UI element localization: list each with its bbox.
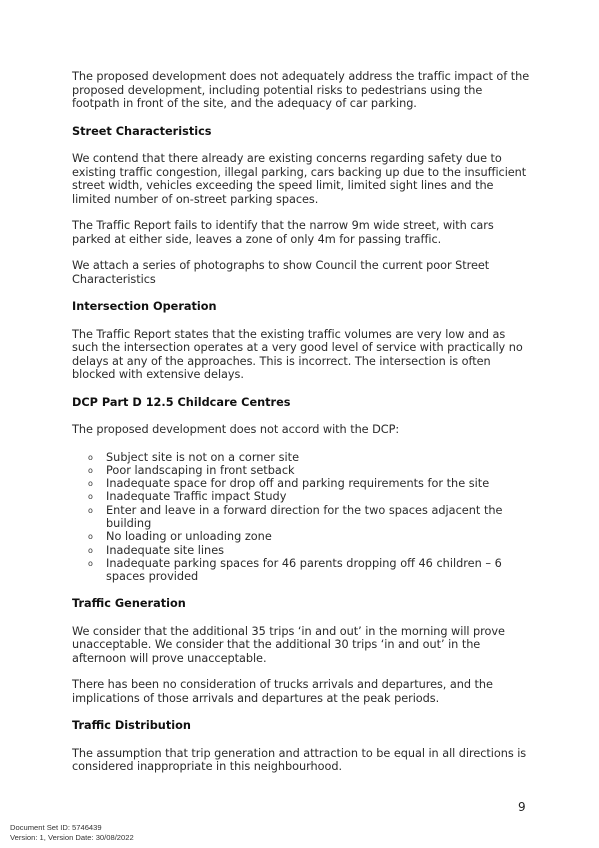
list-item: o No loading or unloading zone bbox=[88, 530, 530, 543]
list-item: o Inadequate space for drop off and parking requirements for the site bbox=[88, 477, 530, 490]
dcp-heading: DCP Part D 12.5 Childcare Centres bbox=[72, 395, 291, 409]
street-paragraph-2: The Traffic Report fails to identify that the narrow 9m wide street, with cars parked at either side, leaves a zone of only 4m for passing traffic. bbox=[72, 219, 494, 246]
street-paragraph-1: We contend that there already are existing concerns regarding safety due to existing traffic congestion, illegal parking, cars backing up due to the insufficient street width, vehicles exceeding the speed limit, limited sight lines and the limited number of on-street parking spaces. bbox=[72, 152, 527, 206]
dcp-bullet-list bbox=[72, 451, 530, 584]
generation-paragraph-1: We consider that the additional 35 trips ‘in and out’ in the morning will prove unacceptable. We consider that the additional 30 trips ‘in and out’ in the afternoon will prove unacceptable. bbox=[72, 624, 505, 665]
intersection-operation-heading: Intersection Operation bbox=[72, 300, 217, 313]
distribution-paragraph: The assumption that trip generation and attraction to be equal in all directions is considered inappropriate in this neighbourhood. bbox=[72, 746, 527, 774]
list-item: o Inadequate parking spaces for 46 parents dropping off 46 children – 6 spaces provided bbox=[88, 557, 530, 584]
traffic-generation-heading: Traffic Generation bbox=[72, 597, 186, 611]
document-footer bbox=[10, 823, 134, 843]
traffic-distribution-heading: Traffic Distribution bbox=[72, 719, 191, 733]
page-content bbox=[72, 70, 530, 774]
generation-paragraph-2: There has been no consideration of trucks arrivals and departures, and the implications of those arrivals and departures at the peak periods. bbox=[72, 678, 493, 705]
list-item: o Inadequate Traffic impact Study bbox=[88, 490, 530, 503]
page-number: 9 bbox=[518, 800, 526, 814]
list-item: o Enter and leave in a forward direction for the two spaces adjacent the building bbox=[88, 504, 530, 531]
document-set-id: Document Set ID: 5746439 bbox=[10, 823, 102, 832]
list-item: o Inadequate site lines bbox=[88, 544, 530, 557]
list-item: o Poor landscaping in front setback bbox=[88, 464, 530, 477]
list-item: o Subject site is not on a corner site bbox=[88, 451, 530, 464]
intersection-paragraph: The Traffic Report states that the existing traffic volumes are very low and as such the intersection operates at a very good level of service with practically no delays at any of the approaches. This is incorrect. The intersection is often blocked with extensive delays. bbox=[72, 327, 523, 381]
version-info: Version: 1, Version Date: 30/08/2022 bbox=[10, 833, 134, 842]
street-characteristics-heading: Street Characteristics bbox=[72, 124, 212, 138]
intro-paragraph: The proposed development does not adequately address the traffic impact of the proposed development, including potential risks to pedestrians using the footpath in front of the site, and the adequacy of car parking. bbox=[72, 70, 530, 110]
dcp-paragraph: The proposed development does not accord with the DCP: bbox=[72, 423, 400, 436]
street-paragraph-3: We attach a series of photographs to show Council the current poor Street Characteristics bbox=[72, 259, 490, 286]
